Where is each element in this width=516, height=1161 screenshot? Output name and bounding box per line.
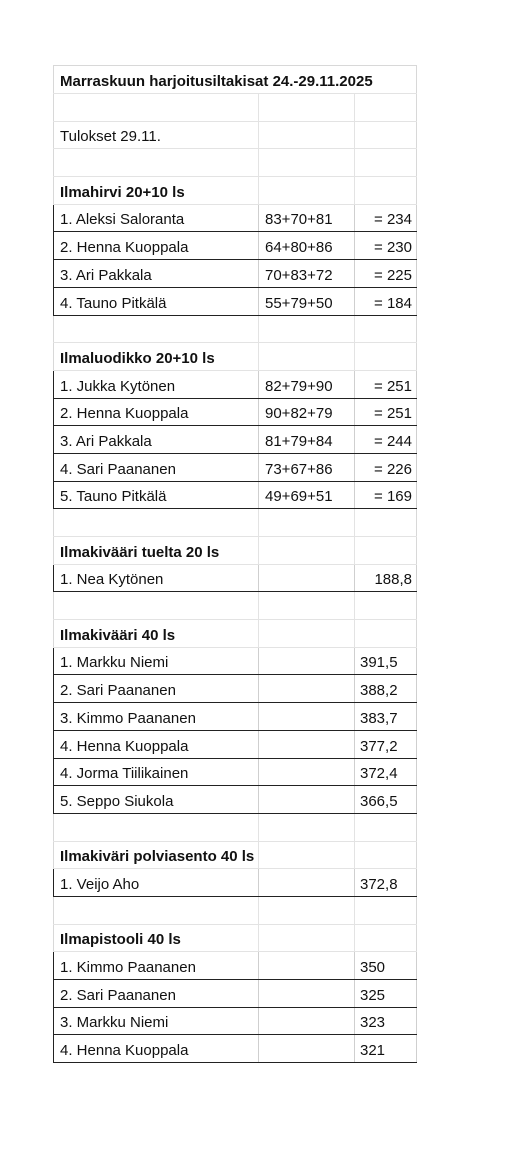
- series-scores[interactable]: [259, 786, 355, 813]
- total-score[interactable]: 391,5: [355, 648, 417, 675]
- total-score[interactable]: = 244: [355, 426, 417, 453]
- result-row: [53, 980, 417, 1008]
- result-row: [53, 371, 417, 399]
- section-heading[interactable]: Ilmakiväri polviasento 40 ls: [53, 842, 259, 869]
- section-heading-row: [53, 177, 417, 205]
- empty-row: [53, 149, 417, 177]
- title-row: [53, 65, 417, 94]
- section-heading-row: [53, 537, 417, 565]
- series-scores[interactable]: 81+79+84: [259, 426, 355, 453]
- competitor-name[interactable]: 1. Jukka Kytönen: [53, 371, 259, 398]
- competitor-name[interactable]: 5. Seppo Siukola: [53, 786, 259, 813]
- total-score[interactable]: = 226: [355, 454, 417, 481]
- competitor-name[interactable]: 3. Ari Pakkala: [53, 426, 259, 453]
- total-score[interactable]: = 234: [355, 205, 417, 232]
- series-scores[interactable]: [259, 703, 355, 730]
- competitor-name[interactable]: 5. Tauno Pitkälä: [53, 482, 259, 509]
- total-score[interactable]: 323: [355, 1008, 417, 1035]
- competitor-name[interactable]: 3. Markku Niemi: [53, 1008, 259, 1035]
- series-scores[interactable]: [259, 869, 355, 896]
- section-heading-row: [53, 925, 417, 953]
- section-heading[interactable]: Ilmakivääri 40 ls: [53, 620, 259, 647]
- total-score[interactable]: = 169: [355, 482, 417, 509]
- total-score[interactable]: = 251: [355, 399, 417, 426]
- result-row: [53, 260, 417, 288]
- result-row: [53, 565, 417, 593]
- result-row: [53, 759, 417, 787]
- competitor-name[interactable]: 4. Sari Paananen: [53, 454, 259, 481]
- result-row: [53, 703, 417, 731]
- result-row: [53, 482, 417, 510]
- result-row: [53, 648, 417, 676]
- total-score[interactable]: = 251: [355, 371, 417, 398]
- section-heading[interactable]: Ilmaluodikko 20+10 ls: [53, 343, 259, 370]
- series-scores[interactable]: 55+79+50: [259, 288, 355, 315]
- series-scores[interactable]: [259, 759, 355, 786]
- series-scores[interactable]: 82+79+90: [259, 371, 355, 398]
- empty-row: [53, 509, 417, 537]
- series-scores[interactable]: 90+82+79: [259, 399, 355, 426]
- section-heading-row: [53, 343, 417, 371]
- total-score[interactable]: 325: [355, 980, 417, 1007]
- series-scores[interactable]: 83+70+81: [259, 205, 355, 232]
- competitor-name[interactable]: 4. Henna Kuoppala: [53, 1035, 259, 1062]
- series-scores[interactable]: [259, 1035, 355, 1062]
- results-sheet: [53, 65, 417, 1063]
- empty-row: [53, 814, 417, 842]
- section-heading[interactable]: Ilmakivääri tuelta 20 ls: [53, 537, 259, 564]
- total-score[interactable]: = 184: [355, 288, 417, 315]
- results-date[interactable]: Tulokset 29.11.: [53, 122, 259, 149]
- empty-row: [53, 897, 417, 925]
- total-score[interactable]: 350: [355, 952, 417, 979]
- section-heading-row: [53, 842, 417, 870]
- result-row: [53, 205, 417, 233]
- series-scores[interactable]: [259, 980, 355, 1007]
- competitor-name[interactable]: 2. Sari Paananen: [53, 675, 259, 702]
- empty-row: [53, 94, 417, 122]
- total-score[interactable]: 372,8: [355, 869, 417, 896]
- competitor-name[interactable]: 1. Markku Niemi: [53, 648, 259, 675]
- competitor-name[interactable]: 3. Kimmo Paananen: [53, 703, 259, 730]
- total-score[interactable]: 188,8: [355, 565, 417, 592]
- empty-row: [53, 316, 417, 344]
- section-heading[interactable]: Ilmahirvi 20+10 ls: [53, 177, 259, 204]
- total-score[interactable]: 383,7: [355, 703, 417, 730]
- competitor-name[interactable]: 3. Ari Pakkala: [53, 260, 259, 287]
- empty-row: [53, 592, 417, 620]
- series-scores[interactable]: [259, 675, 355, 702]
- competitor-name[interactable]: 2. Henna Kuoppala: [53, 399, 259, 426]
- total-score[interactable]: 372,4: [355, 759, 417, 786]
- sheet-title[interactable]: Marraskuun harjoitusiltakisat 24.-29.11.2025: [53, 66, 417, 93]
- result-row: [53, 399, 417, 427]
- competitor-name[interactable]: 4. Jorma Tiilikainen: [53, 759, 259, 786]
- result-row: [53, 675, 417, 703]
- result-row: [53, 454, 417, 482]
- series-scores[interactable]: [259, 565, 355, 592]
- sections-container: [53, 149, 417, 1063]
- result-row: [53, 232, 417, 260]
- total-score[interactable]: 377,2: [355, 731, 417, 758]
- result-row: [53, 731, 417, 759]
- competitor-name[interactable]: 2. Henna Kuoppala: [53, 232, 259, 259]
- results-date-row: [53, 122, 417, 150]
- result-row: [53, 786, 417, 814]
- total-score[interactable]: = 230: [355, 232, 417, 259]
- series-scores[interactable]: 70+83+72: [259, 260, 355, 287]
- series-scores[interactable]: [259, 1008, 355, 1035]
- series-scores[interactable]: 73+67+86: [259, 454, 355, 481]
- result-row: [53, 1035, 417, 1063]
- series-scores[interactable]: [259, 648, 355, 675]
- section-heading[interactable]: Ilmapistooli 40 ls: [53, 925, 259, 952]
- result-row: [53, 1008, 417, 1036]
- total-score[interactable]: = 225: [355, 260, 417, 287]
- series-scores[interactable]: [259, 952, 355, 979]
- competitor-name[interactable]: 2. Sari Paananen: [53, 980, 259, 1007]
- series-scores[interactable]: 64+80+86: [259, 232, 355, 259]
- total-score[interactable]: 366,5: [355, 786, 417, 813]
- competitor-name[interactable]: 4. Henna Kuoppala: [53, 731, 259, 758]
- competitor-name[interactable]: 4. Tauno Pitkälä: [53, 288, 259, 315]
- result-row: [53, 426, 417, 454]
- result-row: [53, 952, 417, 980]
- result-row: [53, 869, 417, 897]
- result-row: [53, 288, 417, 316]
- total-score[interactable]: 388,2: [355, 675, 417, 702]
- series-scores[interactable]: [259, 731, 355, 758]
- series-scores[interactable]: 49+69+51: [259, 482, 355, 509]
- competitor-name[interactable]: 1. Kimmo Paananen: [53, 952, 259, 979]
- competitor-name[interactable]: 1. Veijo Aho: [53, 869, 259, 896]
- competitor-name[interactable]: 1. Nea Kytönen: [53, 565, 259, 592]
- section-heading-row: [53, 620, 417, 648]
- competitor-name[interactable]: 1. Aleksi Saloranta: [53, 205, 259, 232]
- total-score[interactable]: 321: [355, 1035, 417, 1062]
